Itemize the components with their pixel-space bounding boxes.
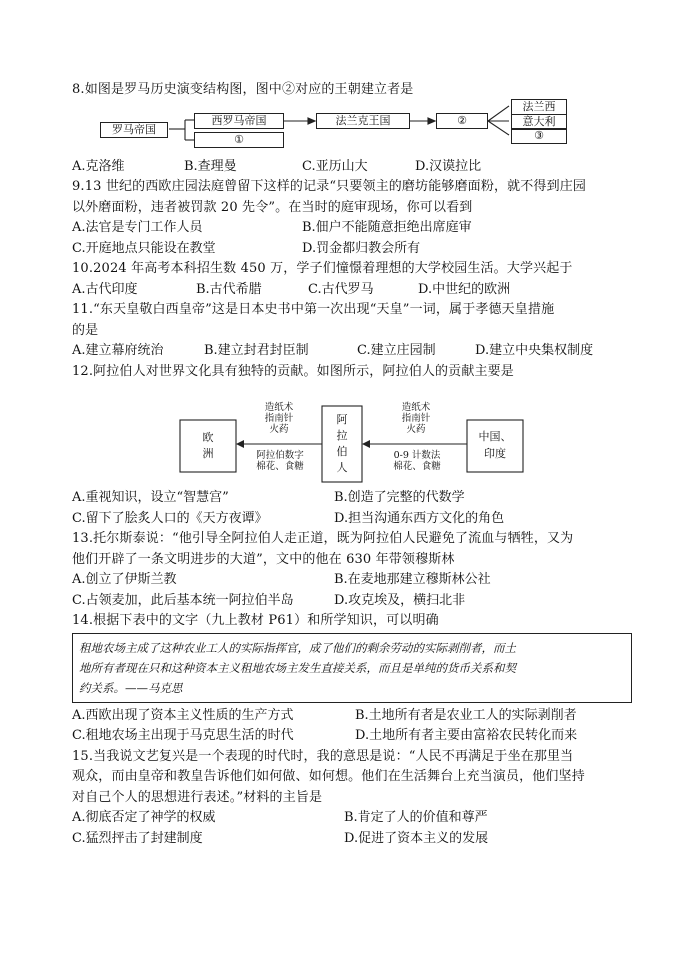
q13-option-d[interactable]: D.攻克埃及，横扫北非 bbox=[334, 592, 466, 608]
q9-stem-line2: 以外磨面粉，违者被罚款 20 先令”。在当时的庭审现场，你可以看到 bbox=[72, 199, 473, 215]
q13-option-a[interactable]: A.创立了伊斯兰教 bbox=[72, 572, 177, 587]
q10-option-c[interactable]: C.古代罗马 bbox=[308, 281, 374, 297]
q12-option-d[interactable]: D.担当沟通东西方文化的角色 bbox=[334, 510, 505, 526]
q10-stem: 10.2024 年高考本科招生数 450 万，学子们憧憬着理想的大学校园生活。大学兴起于 bbox=[72, 261, 573, 276]
box-frankish-kingdom: 法兰克王国 bbox=[316, 113, 410, 129]
q15-options-row1 bbox=[72, 808, 632, 829]
q12-options-row2 bbox=[72, 509, 632, 530]
q8-options bbox=[72, 157, 632, 178]
q9-option-b[interactable]: B.佃户不能随意拒绝出席庭审 bbox=[302, 220, 472, 235]
q8-option-a[interactable]: A.克洛维 bbox=[72, 158, 125, 174]
box-italy: 意大利 bbox=[511, 114, 567, 130]
exam-page bbox=[72, 80, 632, 849]
q8-stem: 8.如图是罗马历史演变结构图，图中②对应的王朝建立者是 bbox=[72, 82, 414, 97]
q12-stem: 12.阿拉伯人对世界文化具有独特的贡献。如图所示，阿拉伯人的贡献主要是 bbox=[72, 363, 514, 379]
q11-options bbox=[72, 341, 632, 362]
rome-structure-diagram bbox=[72, 101, 632, 157]
q12-option-a[interactable]: A.重视知识，设立“智慧宫” bbox=[72, 490, 229, 505]
q13-stem-line1: 13.托尔斯泰说：“他引导全阿拉伯人走正道，既为阿拉伯人民避免了流血与牺牲，又为 bbox=[72, 531, 574, 546]
q15-stem-line3: 对自己个人的思想进行表述。”材料的主旨是 bbox=[72, 789, 323, 805]
q10-option-d[interactable]: D.中世纪的欧洲 bbox=[418, 281, 511, 297]
box-west-roman-empire: 西罗马帝国 bbox=[194, 113, 284, 129]
q12-option-c[interactable]: C.留下了脍炙人口的《天方夜谭》 bbox=[72, 510, 268, 526]
q9-options-row1 bbox=[72, 218, 632, 239]
q15-option-b[interactable]: B.肯定了人的价值和尊严 bbox=[344, 810, 488, 825]
q15-stem-line1: 15.当我说文艺复兴是一个表现的时代时，我的意思是说：“人民不再满足于坐在那里当 bbox=[72, 748, 574, 764]
label-top-left: 造纸术 指南针 火药 bbox=[264, 402, 294, 435]
box-france: 法兰西 bbox=[511, 99, 567, 115]
label-top-right: 造纸术 指南针 火药 bbox=[401, 402, 431, 435]
q11-option-b[interactable]: B.建立封君封臣制 bbox=[204, 343, 309, 358]
q9-option-a[interactable]: A.法官是专门工作人员 bbox=[72, 220, 203, 235]
q13-stem-line2: 他们开辟了一条文明进步的大道”，文中的他在 630 年带领穆斯林 bbox=[72, 551, 455, 567]
q9-option-c[interactable]: C.开庭地点只能设在教堂 bbox=[72, 240, 216, 256]
q9-options-row2 bbox=[72, 239, 632, 260]
q8-option-c[interactable]: C.亚历山大 bbox=[302, 158, 368, 174]
box-blank-3: ③ bbox=[511, 128, 567, 144]
q13-option-c[interactable]: C.占领麦加，此后基本统一阿拉伯半岛 bbox=[72, 592, 294, 608]
q9-option-d[interactable]: D.罚金都归教会所有 bbox=[302, 240, 421, 256]
q14-options-row2 bbox=[72, 726, 632, 747]
quote-line1: 租地农场主成了这种农业工人的实际指挥官，成了他们的剩余劳动的实际剥削者，而土 bbox=[79, 640, 516, 655]
q14-option-d[interactable]: D.土地所有者主要由富裕农民转化而来 bbox=[355, 728, 578, 743]
q14-stem: 14.根据下表中的文字（九上教材 P61）和所学知识，可以明确 bbox=[72, 613, 439, 628]
q9-stem-line1: 9.13 世纪的西欧庄园法庭曾留下这样的记录“只要领主的磨坊能够磨面粉，就不得到庄园 bbox=[72, 179, 587, 194]
q14-options-row1 bbox=[72, 706, 632, 727]
q11-option-a[interactable]: A.建立幕府统治 bbox=[72, 343, 164, 358]
label-bottom-left: 阿拉伯数字 棉花、食糖 bbox=[256, 450, 304, 472]
box-europe: 欧 洲 bbox=[202, 431, 214, 460]
q15-options-row2 bbox=[72, 829, 632, 850]
arab-contribution-figure bbox=[72, 382, 632, 488]
box-roman-empire: 罗马帝国 bbox=[100, 122, 168, 138]
q14-option-c[interactable]: C.租地农场主出现于马克思生活的时代 bbox=[72, 728, 294, 743]
quote-line2: 地所有者现在只和这种资本主义租地农场主发生直接关系，而且是单纯的货币关系和契 bbox=[79, 660, 516, 675]
q11-stem-line2: 的是 bbox=[72, 322, 99, 338]
box-blank-2: ② bbox=[436, 113, 488, 129]
q10-options bbox=[72, 280, 632, 301]
box-china-india: 中国、 印度 bbox=[478, 430, 512, 460]
q13-options-row1 bbox=[72, 570, 632, 591]
q15-option-a[interactable]: A.彻底否定了神学的权威 bbox=[72, 810, 216, 825]
q13-options-row2 bbox=[72, 591, 632, 612]
q14-option-a[interactable]: A.西欧出现了资本主义性质的生产方式 bbox=[72, 707, 294, 723]
q12-option-b[interactable]: B.创造了完整的代数学 bbox=[334, 490, 465, 505]
q11-option-d[interactable]: D.建立中央集权制度 bbox=[475, 343, 594, 358]
q11-stem-line1: 11.“东天皇敬白西皇帝”这是日本史书中第一次出现“天皇”一词，属于孝德天皇措施 bbox=[72, 302, 555, 317]
marx-quote-box bbox=[72, 633, 632, 703]
q11-option-c[interactable]: C.建立庄园制 bbox=[357, 343, 436, 358]
quote-line3: 约关系。——马克思 bbox=[79, 680, 183, 695]
q14-option-b[interactable]: B.土地所有者是农业工人的实际剥削者 bbox=[355, 707, 577, 723]
box-blank-1: ① bbox=[194, 132, 284, 148]
q13-option-b[interactable]: B.在麦地那建立穆斯林公社 bbox=[334, 572, 491, 587]
q10-option-a[interactable]: A.古代印度 bbox=[72, 281, 138, 297]
label-bottom-right: 0-9 计数法 棉花、食糖 bbox=[393, 450, 441, 472]
q8-option-d[interactable]: D.汉谟拉比 bbox=[415, 158, 482, 174]
q8-option-b[interactable]: B.查理曼 bbox=[184, 158, 237, 174]
box-arabs: 阿 拉 伯 人 bbox=[336, 413, 348, 474]
q15-stem-line2: 观众，而由皇帝和教皇告诉他们如何做、如何想。他们在生活舞台上充当演员，他们坚持 bbox=[72, 769, 585, 784]
q15-option-d[interactable]: D.促进了资本主义的发展 bbox=[344, 830, 489, 846]
q15-option-c[interactable]: C.猛烈抨击了封建制度 bbox=[72, 830, 203, 846]
q10-option-b[interactable]: B.古代希腊 bbox=[196, 281, 262, 297]
q12-options-row1 bbox=[72, 488, 632, 509]
